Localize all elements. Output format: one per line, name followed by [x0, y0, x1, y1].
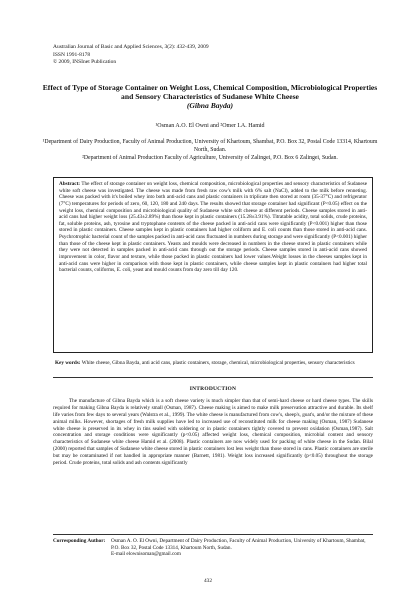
abstract-label: Abstract:: [59, 181, 81, 187]
affiliation-2: ²Department of Animal Production Faculty of Agriculture, University of Zalingei, P.O. Box 6 Zalingei, Sudan.: [82, 154, 338, 161]
introduction-paragraph: The manufacture of Gibna Bayda which is a soft cheese variety is much simpler than that of semi-hard cheese or hard cheese types. The skills required for making Gibna Bayda is relatively small (Osman, 1987). Cheese making is aimed to make milk preservation attractive and durable. Its shelf life varies from few days to several years (Walstra et al., 1999). The white cheese is manufactured from cow's, sheep's, goat's, and/or the mixture of these animal milks. However, shortages of fresh milk supplies have led to increased use of reconstituted milk for cheese making (Osman, 1987) Sudanese white cheese is preserved in its whey in tins sealed with soldering or in plastic containers tightly covered to prevent oxidation (Osman,1987). Salt concentration and storage conditions were significantly (p<0.05) affected weight loss, chemical composition, microbial content and sensory characteristics of Sudanese white cheese Hamid et al. (2008). Plastic containers are now widely used for packing of white cheese in the Sudan. Bilal (2000) reported that samples of Sudanese white cheese stored in plastic containers lost less weight than those stored in cans. Plastic containers are sterile but may be contaminated if not handled in appropriate manner (Barnett, 1981). Weight loss increased significantly (p<0.05) throughout the storage period. Crude proteins, total solids and ash contents significantly: [53, 398, 373, 466]
affiliation-1: ¹Department of Dairy Production, Faculty of Animal Production, University of Khartoum, Shambat, P.O. Box 32, Postal Code 13314, Khartoum North, Sudan.: [42, 139, 378, 153]
keywords-text: White cheese, Gibna Bayda, anti acid cans, plastic containers, storage, chemical, microbiological properties, sensory characteristics: [81, 360, 355, 366]
paper-title: Effect of Type of Storage Container on Weight Loss, Chemical Composition, Microbiological Properties and Sensory Characteristics of Sudanese White Cheese: [42, 83, 378, 102]
paper-title-block: [40, 83, 380, 111]
section-heading-introduction: INTRODUCTION: [189, 386, 237, 392]
paper-title-subtitle: (Gibna Bayda): [186, 101, 234, 111]
corresponding-email: E-mail elownisoman@gmail.com: [111, 551, 181, 558]
abstract-box: [53, 177, 373, 353]
corresponding-address: Osman A. O. El Owni, Department of Dairy Production, Faculty of Animal Production, University of Khartoum, Shambat, P.O. Box 32, Postal Code 13314, Khartoum North, Sudan.: [111, 538, 366, 551]
keywords: [55, 360, 373, 367]
corresponding-label: Corresponding Author:: [53, 538, 106, 544]
affiliations: [40, 139, 380, 162]
footnote-divider: [53, 534, 373, 535]
author-list: ¹Osman A.O. El Owni and ²Omer I.A. Hamid: [155, 123, 265, 129]
page-number: 432: [204, 578, 212, 584]
keywords-label: Key words:: [55, 360, 81, 366]
corresponding-body: [111, 538, 373, 558]
journal-header: [53, 44, 209, 67]
corresponding-author-note: [53, 538, 373, 558]
journal-copyright: © 2009, INSInet Publication: [53, 59, 117, 66]
journal-issn: ISSN 1991-8178: [53, 51, 91, 58]
abstract-text: The effect of storage container on weight loss, chemical composition, microbiological properties and sensory characteristics of Sudanese white soft cheese was investigated. The cheese was made from fresh raw cow's milk with 6% salt (NaCl), added to the milk before renneting. Cheese was packed with it's boiled whey into both anti-acid cans and plastic containers in triplicate then stored at room (35-37°C) and refrigerator (7°C) temperatures for periods of zero, 60, 120, 180 and 240 days. The results showed that storage container had significant (P<0.05) effect on the weight loss, chemical composition and microbiological quality of Sudanese white soft cheese at different periods. Cheese samples stored in anti-acid cans had higher weight loss (25.43±2.89%) than those kept in plastic containers (15.28±3.91%). Titratable acidity, total solids, crude proteins, fat, soluble proteins, ash, tyrosine and tryptophane contents of the cheese packed in anti-acid cans were significantly (P<0.001) higher than those stored in plastic containers. Cheese samples kept in plastic containers had higher coliform and E. coli counts than those stored in anti-acid cans. Psychrotrophic bacterial count of the samples packed in anti-acid cans fluctuated in numbers during storage and were significantly (P<0.001) higher than those of the cheese kept in plastic containers. Yeasts and moulds were decreased in numbers in the cheese stored in plastic containers while they were not detected in samples packed in anti-acid cans through out the storage periods. Cheese samples stored in anti-acid cans showed improvement in color, flavor and texture, while those packed in plastic containers had lower values.Weight losses in the cheeses samples kept in anti-acid cans were higher in comparison with those kept in plastic containers, while cheese samples kept in plastic containers had higher total bacterial counts, coliforms, E. coli, yeast and mould counts from day zero till day 120.: [59, 181, 367, 274]
keywords-divider: [53, 377, 373, 378]
journal-name: Australian Journal of Basic and Applied Sciences, 3(2): 432-439, 2009: [53, 44, 209, 50]
